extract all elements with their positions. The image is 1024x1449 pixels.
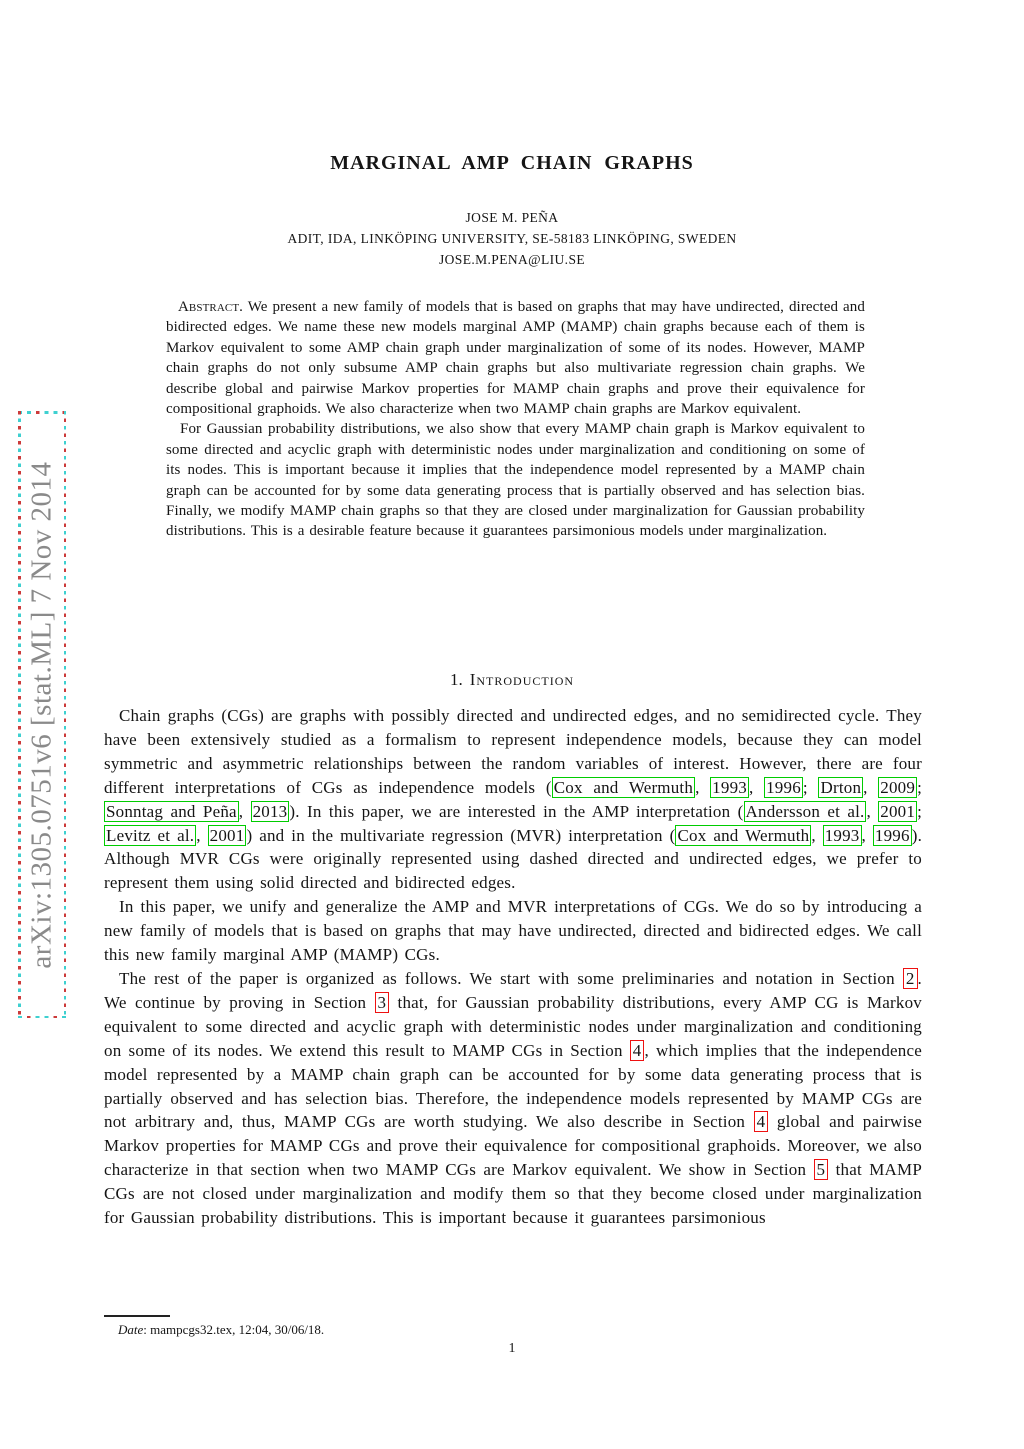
author-email: JOSE.M.PENA@LIU.SE [438,252,586,267]
citation-link[interactable]: Andersson et al. [745,801,865,821]
citation-link[interactable]: 2001 [880,801,916,821]
intro-paragraph-2: In this paper, we unify and generalize the AMP and MVR interpretations of CGs. We do so by introducing a new family of models that is based on graphs that may have undirected, directed and bidirected edges. We call this new family marginal AMP (MAMP) CGs. [104,897,922,965]
abstract-section [166,297,865,542]
paper-title: MARGINAL AMP CHAIN GRAPHS [330,152,694,174]
arxiv-id-label: arXiv:1305.0751v6 [stat.ML] 7 Nov 2014 [25,460,58,969]
citation-link[interactable]: 1996 [766,777,801,797]
citation-link[interactable]: 1993 [824,825,860,845]
abstract-paragraph [166,297,865,419]
citation-link[interactable]: 1996 [874,825,910,845]
section-ref-link[interactable]: 2 [903,968,918,989]
citation-link[interactable]: Cox and Wermuth [553,777,694,797]
intro-paragraph-1: Chain graphs (CGs) are graphs with possibly directed and undirected edges, and no semidirected cycle. They have been extensively studied as a formalism to represent independence models, because they can model symmetric and asymmetric relationships between the random variables of interest. However, there are four different interpretations of CGs as independence models ( Cox and Wermuth , 1993 , 1996 ; Drton , 2009 ; Sonntag and Peña , 2013 ). In this paper, we are interested in the AMP interpretation ( Andersson et al. , 2001 ; Levitz et al. , 2001 ) and in the multivariate regression (MVR) interpretation ( Cox and Wermuth , 1993 , 1996 ). Although MVR CGs were originally represented using dashed directed and undirected edges, we prefer to represent them using solid directed and bidirected edges. [104,706,923,893]
citation-link[interactable]: 1993 [712,777,747,797]
section-ref-link[interactable]: 3 [375,992,390,1013]
citation-link[interactable]: Levitz et al. [106,825,195,845]
section-heading [0,670,1024,690]
arxiv-watermark [18,411,66,1018]
date-footnote [104,1322,922,1338]
abstract-paragraph: For Gaussian probability distributions, we also show that every MAMP chain graph is Markov equivalent to some directed and acyclic graph with deterministic nodes under marginalization and conditioning on some of its nodes. This is important because it implies that the independence model represented by a MAMP chain graph can be accounted for by some data generating process that is partially observed and has selection bias. Finally, we modify MAMP chain graphs so that they are closed under marginalization for Gaussian probability distributions. This is a desirable feature because it guarantees parsimonious models under marginalization. [166,421,865,540]
citation-link[interactable]: Drton [820,777,862,797]
section-title: Introduction [469,670,575,689]
section-ref-link[interactable]: 5 [814,1159,829,1180]
page-number: 1 [508,1341,516,1356]
date-label: Date [118,1322,144,1337]
section-ref-link[interactable]: 4 [630,1040,645,1061]
intro-paragraph-3: The rest of the paper is organized as follows. We start with some preliminaries and notation in Section 2 . We continue by proving in Section 3 that, for Gaussian probability distributions, every AMP CG is Markov equivalent to some directed and acyclic graph with deterministic nodes under marginalization and conditioning on some of its nodes. We extend this result to MAMP CGs in Section 4 , which implies that the independence model represented by a MAMP chain graph can be accounted for by some data generating process that is partially observed and has selection bias. Therefore, the independence models represented by MAMP CGs are not arbitrary and, thus, MAMP CGs are worth studying. We also describe in Section 4 global and pairwise Markov properties for MAMP CGs and prove their equivalence for compositional graphoids. Moreover, we also characterize in that section when two MAMP CGs are Markov equivalent. We show in Section 5 that MAMP CGs are not closed under marginalization and modify them so that they become closed under marginalization for Gaussian probability distributions. This is important because it guarantees parsimonious [104,968,922,1228]
watermark-border-left [18,411,21,1018]
citation-link[interactable]: Sonntag and Peña [106,801,237,821]
citation-link[interactable]: 2013 [252,801,288,821]
section-ref-link[interactable]: 4 [754,1111,769,1132]
citation-link[interactable]: 2001 [209,825,245,845]
watermark-border-right [64,411,67,1018]
citation-link[interactable]: Cox and Wermuth [677,825,810,845]
abstract-label: Abstract. [178,299,243,315]
abstract-text: We present a new family of models that is based on graphs that may have undirected, directed and bidirected edges. We name these new models marginal AMP (MAMP) chain graphs because each of them is Markov equivalent to some AMP chain graph under marginalization of some of its nodes. However, MAMP chain graphs do not only subsume AMP chain graphs but also multivariate regression chain graphs. We describe global and pairwise Markov properties for MAMP chain graphs and prove their equivalence for compositional graphoids. We also characterize when two MAMP chain graphs are Markov equivalent. [166,299,865,418]
footnote-rule [104,1315,170,1317]
date-value: : mampcgs32.tex, 12:04, 30/06/18. [143,1322,325,1337]
author-name: JOSE M. PEÑA [465,210,559,225]
section-number: 1. [449,670,463,689]
citation-link[interactable]: 2009 [880,777,916,797]
author-affiliation: ADIT, IDA, LINKÖPING UNIVERSITY, SE-58183 LINKÖPING, SWEDEN [287,231,737,246]
introduction-body [104,704,922,1230]
author-block [0,207,1024,270]
watermark-border-top [18,411,66,414]
watermark-border-bottom [18,1016,66,1019]
